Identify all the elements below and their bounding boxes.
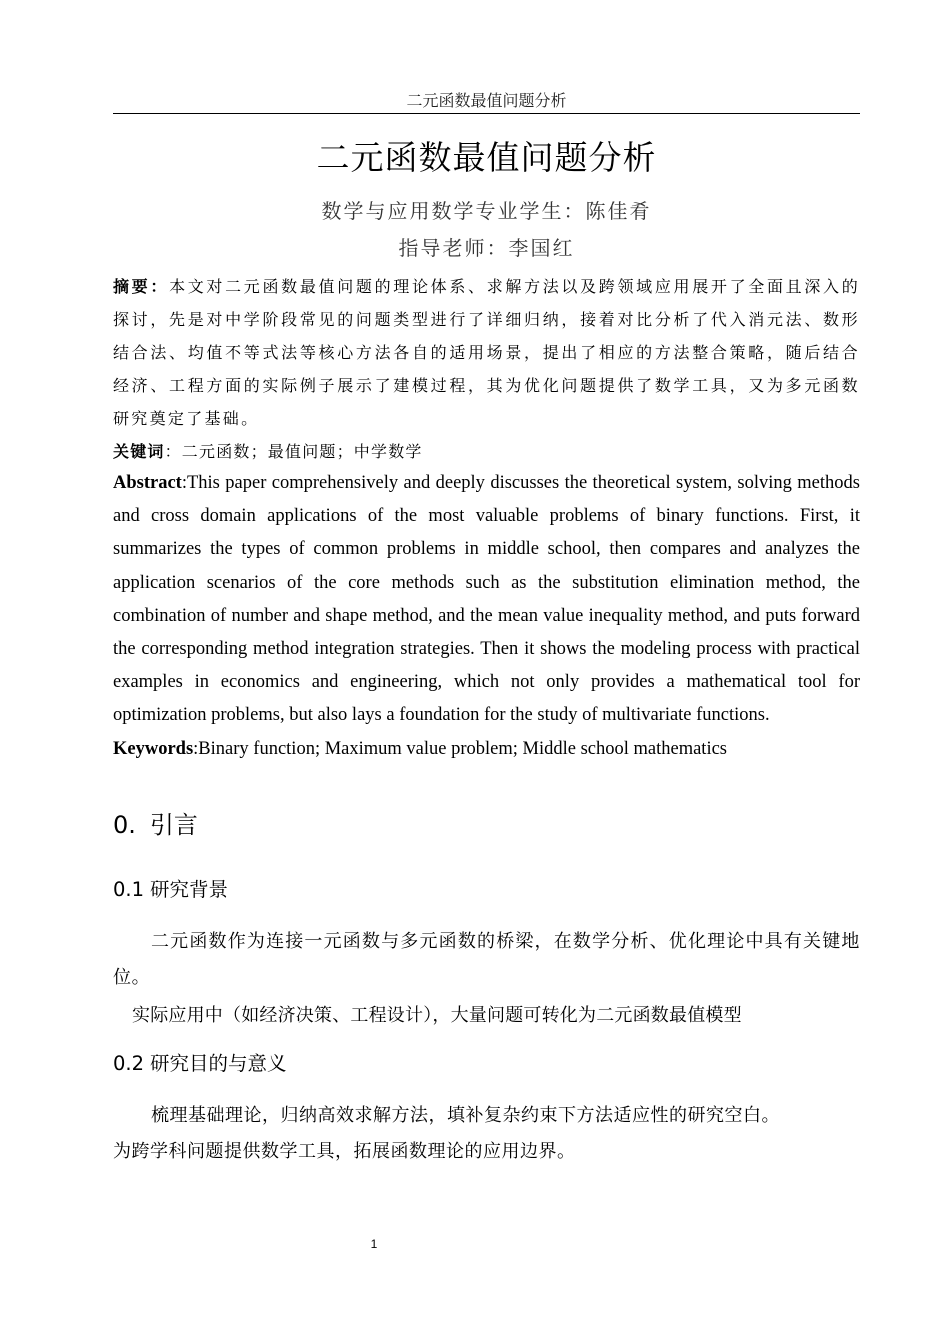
subsection-heading-purpose (113, 1050, 287, 1078)
author-line: 数学与应用数学专业学生：陈佳肴 (321, 199, 652, 223)
paper-title: 二元函数最值问题分析 (316, 138, 657, 177)
subsection-title: 研究目的与意义 (150, 1052, 287, 1075)
keywords-en-text: :Binary function; Maximum value problem; Middle school mathematics (193, 739, 727, 759)
keywords-cn-text: ：二元函数；最值问题；中学数学 (164, 442, 423, 461)
keywords-cn-label: 关键词 (113, 442, 165, 461)
page-number: 1 (370, 1237, 378, 1251)
abstract-cn-label: 摘要： (113, 277, 170, 296)
subsection-number: 0.1 (113, 878, 145, 901)
subsection-title: 研究背景 (150, 878, 229, 901)
background-paragraph-2: 实际应用中（如经济决策、工程设计），大量问题可转化为二元函数最值模型 (132, 1005, 742, 1026)
abstract-en-label: Abstract (113, 473, 182, 493)
abstract-english (113, 467, 860, 733)
subsection-number: 0.2 (113, 1052, 145, 1075)
abstract-chinese (113, 270, 860, 435)
keywords-english (113, 733, 860, 765)
section-title: 引言 (149, 811, 198, 839)
subsection-heading-background (113, 876, 228, 904)
abstract-cn-text: 本文对二元函数最值问题的理论体系、求解方法以及跨领域应用展开了全面且深入的探讨，先是对中学阶段常见的问题类型进行了详细归纳，接着对比分析了代入消元法、数形结合法、均值不等式法等核心方法各自的适用场景，提出了相应的方法整合策略，随后结合经济、工程方面的实际例子展示了建模过程，其为优化问题提供了数学工具，又为多元函数研究奠定了基础。 (113, 277, 860, 428)
section-heading-introduction (113, 808, 198, 842)
running-header: 二元函数最值问题分析 (113, 90, 860, 114)
section-number: 0. (113, 811, 136, 839)
background-paragraph-1: 二元函数作为连接一元函数与多元函数的桥梁，在数学分析、优化理论中具有关键地位。 (113, 931, 860, 988)
keywords-chinese (113, 437, 860, 467)
advisor-line: 指导老师：李国红 (398, 236, 575, 260)
purpose-paragraph-2: 为跨学科问题提供数学工具，拓展函数理论的应用边界。 (113, 1141, 576, 1162)
purpose-paragraph-1: 梳理基础理论，归纳高效求解方法，填补复杂约束下方法适应性的研究空白。 (151, 1105, 780, 1126)
abstract-en-text: :This paper comprehensively and deeply discusses the theoretical system, solving methods and cross domain applications of the most valuable problems of binary functions. First, it summarizes the types of common problems in middle school, then compares and analyzes the application scenarios of the core methods such as the substitution elimination method, the combination of number and shape method, and the mean value inequality method, and puts forward the corresponding method integration strategies. Then it shows the modeling process with practical examples in economics and engineering, which not only provides a mathematical tool for optimization problems, but also lays a foundation for the study of multivariate functions. (113, 473, 860, 726)
keywords-en-label: Keywords (113, 739, 194, 759)
